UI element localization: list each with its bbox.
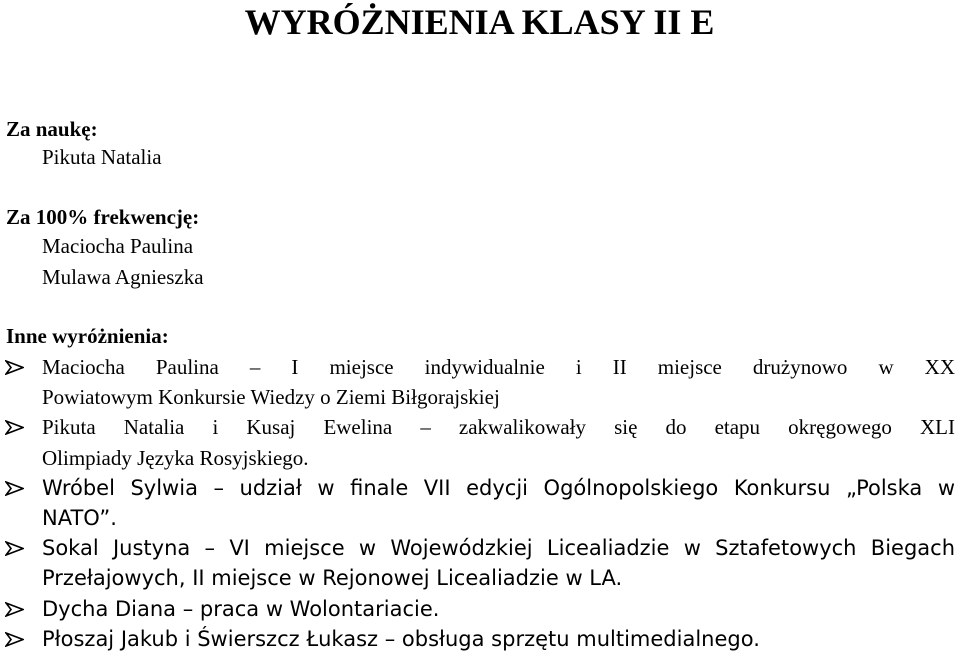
award-5-line-1: Dycha Diana – praca w Wolontariacie. <box>42 596 440 621</box>
list-item <box>0 473 959 533</box>
arrowhead-bullet-icon <box>5 541 24 556</box>
list-item <box>0 533 959 593</box>
award-6-line-1: Płoszaj Jakub i Świerszcz Łukasz – obsługa sprzętu multimedialnego. <box>42 626 760 651</box>
heading-attendance: Za 100% frekwencję: <box>6 205 200 229</box>
attendance-name-1: Maciocha Paulina <box>42 234 194 258</box>
award-3-line-1: Wróbel Sylwia – udział w finale VII edycji Ogólnopolskiego Konkursu „Polska w <box>42 475 955 500</box>
arrowhead-bullet-icon <box>5 632 24 647</box>
list-item <box>0 594 959 624</box>
award-4-line-2: Przełajowych, II miejsce w Rejonowej Licealiadzie w LA. <box>42 566 623 591</box>
list-item <box>0 624 959 654</box>
award-1-line-2: Powiatowym Konkursie Wiedzy o Ziemi Biłgorajskiej <box>42 385 500 410</box>
award-3-line-2: NATO”. <box>42 506 117 531</box>
arrowhead-bullet-icon <box>5 602 24 617</box>
award-1-line-1: Maciocha Paulina – I miejsce indywidualnie i II miejsce drużynowo w XX <box>42 355 955 379</box>
list-item <box>0 352 959 412</box>
award-2-line-1: Pikuta Natalia i Kusaj Ewelina – zakwalikowały się do etapu okręgowego XLI <box>42 415 955 440</box>
heading-other: Inne wyróżnienia: <box>6 324 169 348</box>
list-item <box>0 412 959 472</box>
award-2-line-2: Olimpiady Języka Rosyjskiego. <box>42 445 309 470</box>
awards-list <box>0 352 959 654</box>
arrowhead-bullet-icon <box>5 481 24 496</box>
page-title: WYRÓŻNIENIA KLASY II E <box>244 2 715 42</box>
arrowhead-bullet-icon <box>5 360 24 375</box>
heading-science: Za naukę: <box>6 117 98 141</box>
arrowhead-bullet-icon <box>5 420 24 435</box>
attendance-name-2: Mulawa Agnieszka <box>42 265 204 289</box>
award-4-line-1: Sokal Justyna – VI miejsce w Wojewódzkiej Licealiadzie w Sztafetowych Biegach <box>42 536 955 561</box>
science-name-1: Pikuta Natalia <box>42 145 162 169</box>
